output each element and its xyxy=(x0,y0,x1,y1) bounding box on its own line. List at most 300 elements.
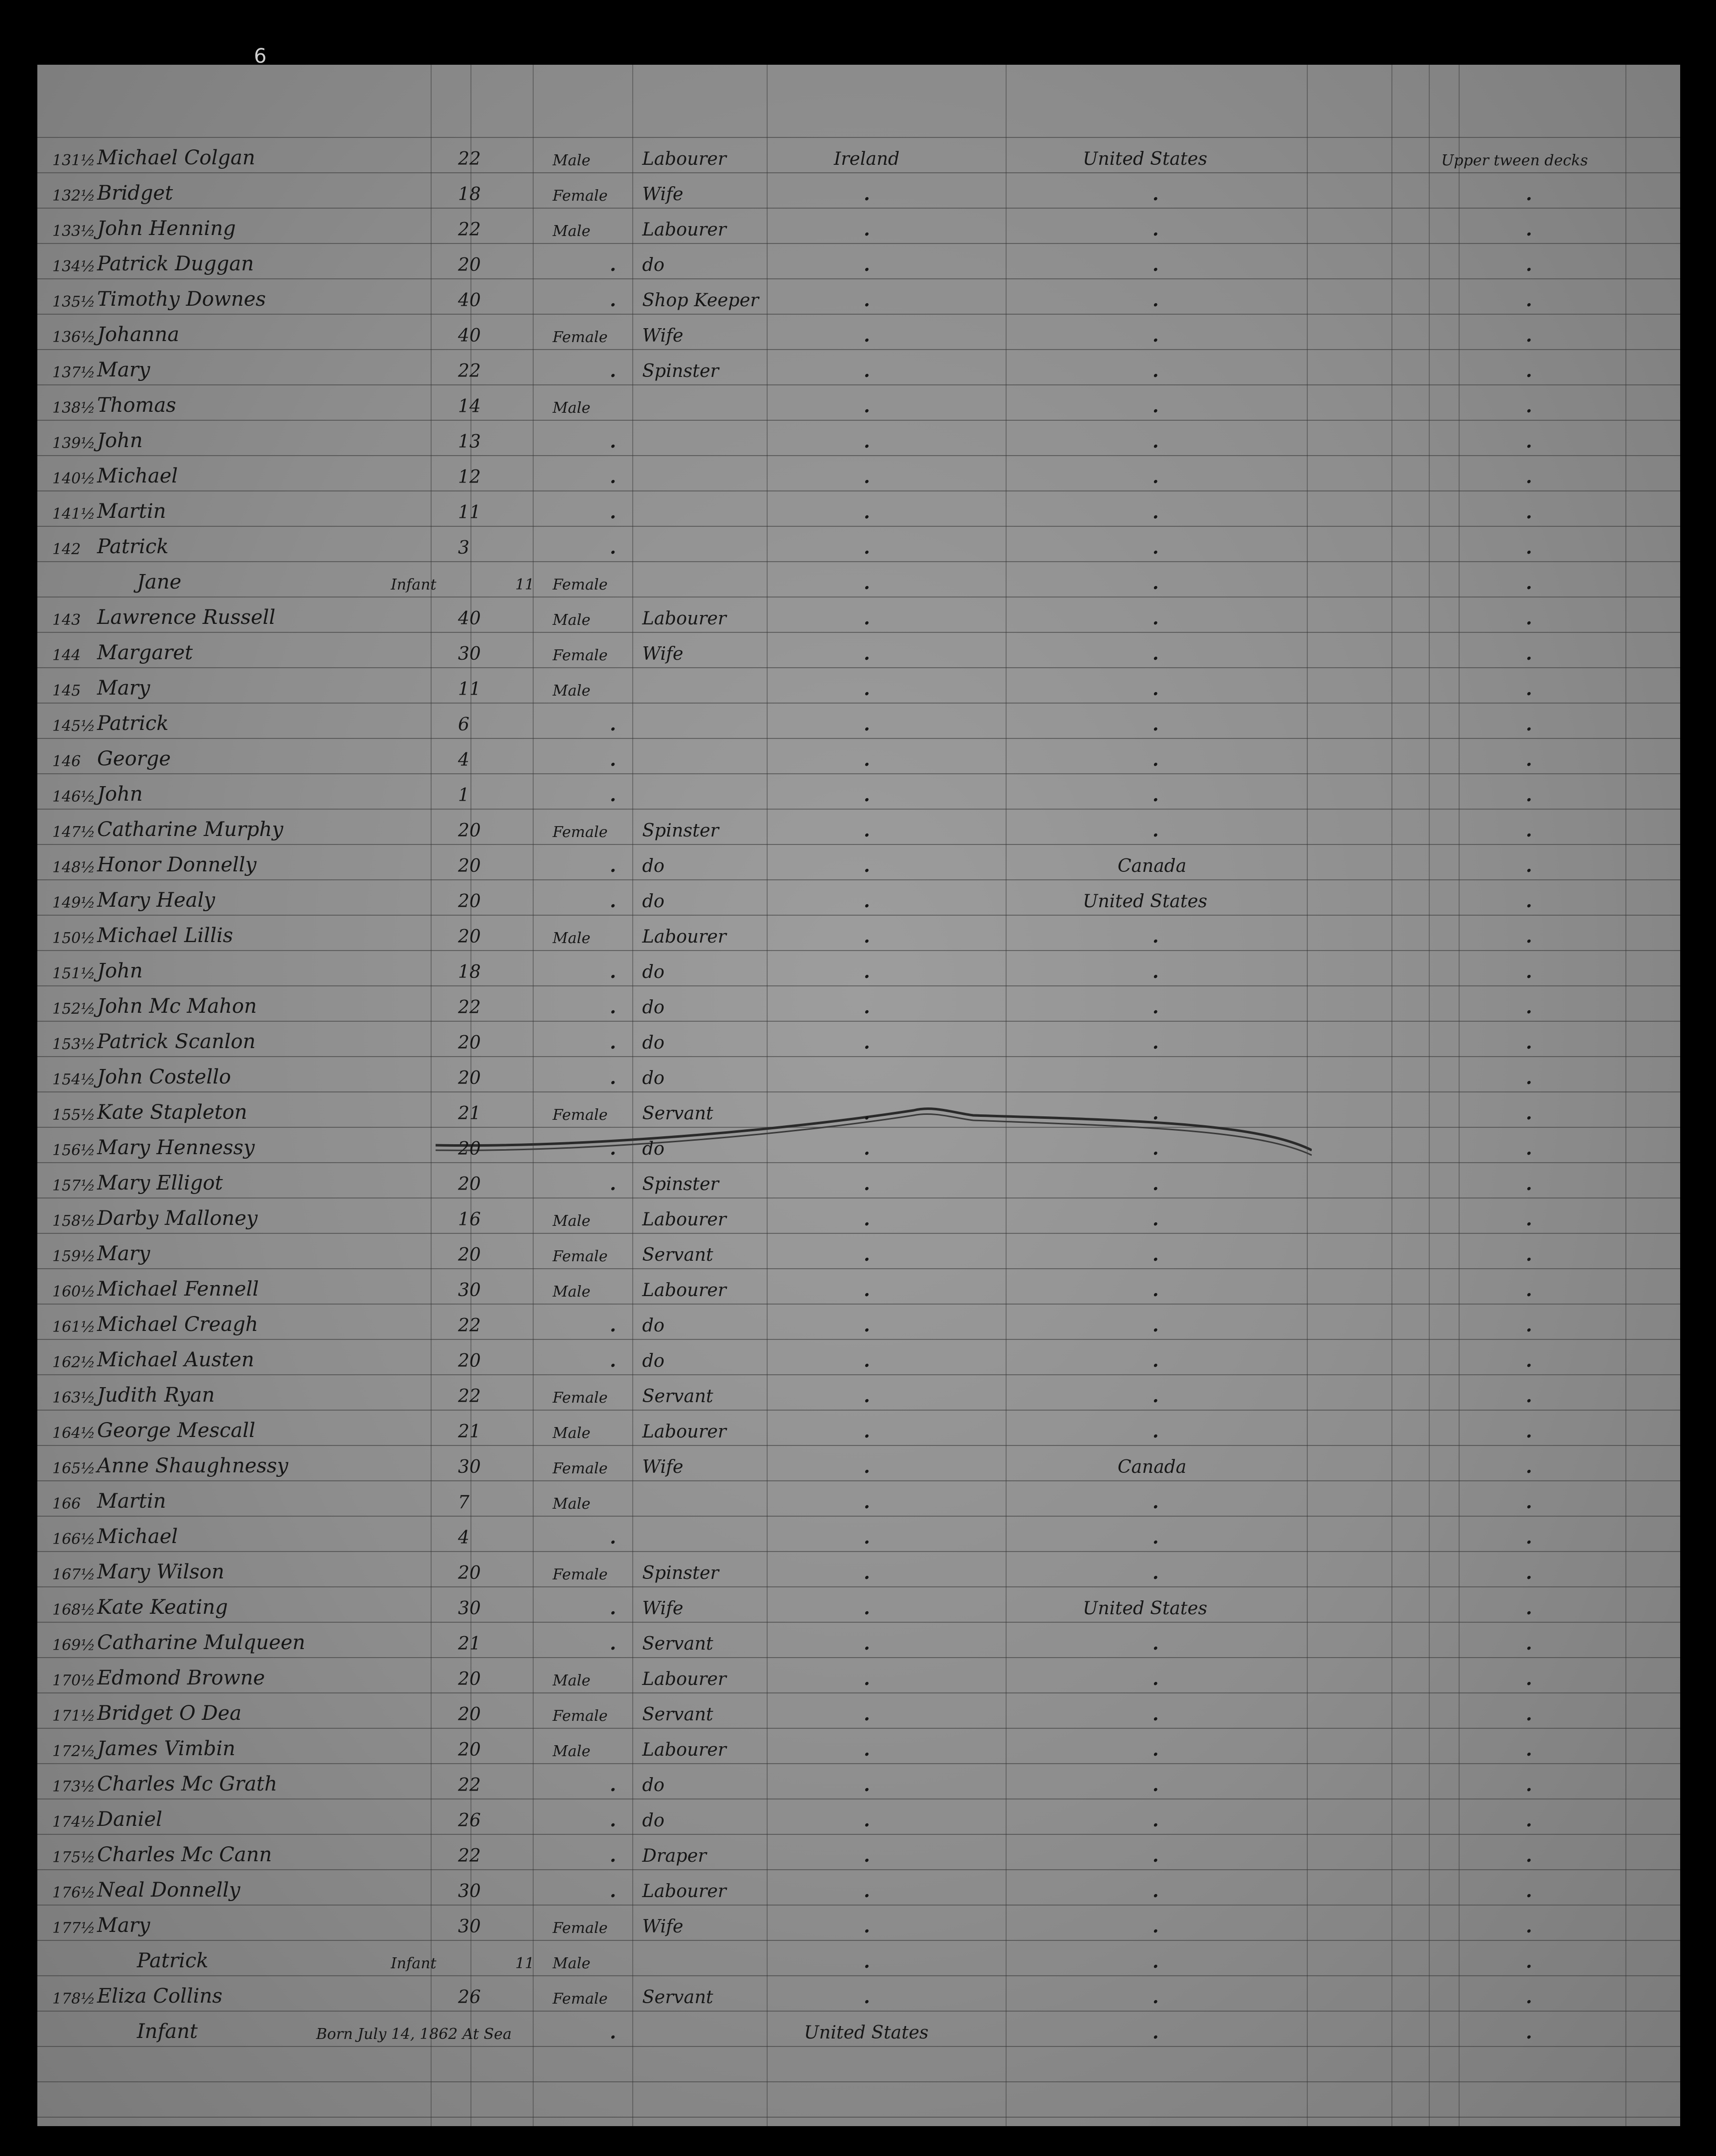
age: 22 xyxy=(458,220,481,240)
occupation: Labourer xyxy=(642,1669,726,1689)
destination: . xyxy=(1152,608,1159,629)
destination: . xyxy=(1152,785,1159,806)
table-row xyxy=(37,172,1680,208)
destination: . xyxy=(1152,1244,1159,1265)
sex: Male xyxy=(553,1283,590,1301)
age: 20 xyxy=(458,1704,481,1725)
country: . xyxy=(864,254,870,275)
sex: . xyxy=(610,1032,616,1053)
sex: . xyxy=(610,360,616,381)
passenger-name: Michael Creagh xyxy=(97,1313,258,1336)
age: 18 xyxy=(458,184,481,205)
accommodation: . xyxy=(1526,1810,1532,1831)
accommodation: . xyxy=(1526,1916,1532,1937)
country: . xyxy=(864,1527,870,1548)
age: 22 xyxy=(458,1316,481,1336)
age: 18 xyxy=(458,962,481,982)
age: 14 xyxy=(458,396,481,417)
sex: Male xyxy=(553,1955,590,1972)
entry-number: 146 xyxy=(52,753,81,770)
passenger-name: Bridget O Dea xyxy=(97,1702,242,1725)
accommodation: . xyxy=(1526,184,1532,205)
destination: . xyxy=(1152,396,1159,417)
destination: . xyxy=(1152,926,1159,947)
occupation: Servant xyxy=(642,1987,713,2008)
sex: . xyxy=(610,961,616,982)
destination: United States xyxy=(1083,1598,1208,1619)
age: 20 xyxy=(458,891,481,912)
destination: Canada xyxy=(1118,856,1187,876)
passenger-name: Lawrence Russell xyxy=(97,606,276,629)
passenger-name: Patrick Scanlon xyxy=(97,1030,256,1053)
age: 12 xyxy=(458,467,481,487)
passenger-name: Patrick xyxy=(137,1949,209,1972)
country: . xyxy=(864,219,870,240)
table-row xyxy=(37,243,1680,278)
age: 30 xyxy=(458,1598,481,1619)
accommodation: . xyxy=(1526,855,1532,876)
table-row xyxy=(37,738,1680,773)
table-row xyxy=(37,1091,1680,1127)
country: . xyxy=(864,573,870,594)
passenger-name: Neal Donnelly xyxy=(97,1879,240,1902)
sex: . xyxy=(610,467,616,487)
destination: . xyxy=(1152,1315,1159,1336)
passenger-name: John Mc Mahon xyxy=(97,995,257,1018)
accommodation: . xyxy=(1526,1775,1532,1796)
passenger-name: John xyxy=(97,429,143,452)
entry-number: 156½ xyxy=(52,1142,96,1159)
accommodation: . xyxy=(1526,749,1532,770)
passenger-name: Michael xyxy=(97,465,178,487)
passenger-name: Thomas xyxy=(97,394,176,417)
age: 22 xyxy=(458,149,481,169)
country: . xyxy=(864,1032,870,1053)
table-row xyxy=(37,1198,1680,1233)
destination: . xyxy=(1152,1492,1159,1513)
infant-note: Born July 14, 1862 At Sea xyxy=(316,2026,512,2043)
table-row xyxy=(37,1692,1680,1728)
table-row xyxy=(37,314,1680,349)
accommodation: . xyxy=(1526,1350,1532,1371)
country: . xyxy=(864,537,870,558)
age: 21 xyxy=(458,1422,481,1442)
destination: . xyxy=(1152,431,1159,452)
occupation: do xyxy=(642,1810,665,1831)
ruled-line xyxy=(37,2081,1680,2082)
destination: . xyxy=(1152,1810,1159,1831)
entry-number: 169½ xyxy=(52,1637,96,1654)
accommodation: . xyxy=(1526,396,1532,417)
table-row xyxy=(37,278,1680,314)
occupation: Wife xyxy=(642,644,684,664)
occupation: Labourer xyxy=(642,1881,726,1902)
table-row xyxy=(37,1445,1680,1480)
country: . xyxy=(864,1810,870,1831)
entry-number: 174½ xyxy=(52,1813,96,1831)
age: 22 xyxy=(458,1386,481,1407)
accommodation: . xyxy=(1526,502,1532,523)
table-row xyxy=(37,1056,1680,1091)
occupation: do xyxy=(642,1316,665,1336)
passenger-name: John Costello xyxy=(97,1066,231,1088)
entry-number: 159½ xyxy=(52,1248,96,1265)
passenger-name: Michael Fennell xyxy=(97,1278,259,1301)
country: . xyxy=(864,1492,870,1513)
destination: . xyxy=(1152,1916,1159,1937)
sex: . xyxy=(610,855,616,876)
table-row xyxy=(37,526,1680,561)
accommodation: . xyxy=(1526,961,1532,982)
destination: . xyxy=(1152,820,1159,841)
accommodation: . xyxy=(1526,1209,1532,1230)
destination: . xyxy=(1152,1633,1159,1654)
ruled-line xyxy=(37,2117,1680,2118)
passenger-name: George xyxy=(97,747,171,770)
entry-number: 153½ xyxy=(52,1036,96,1053)
table-row xyxy=(37,1834,1680,1869)
entry-number: 154½ xyxy=(52,1071,96,1088)
accommodation: . xyxy=(1526,537,1532,558)
country: . xyxy=(864,1350,870,1371)
table-row xyxy=(37,490,1680,526)
table-row xyxy=(37,349,1680,384)
entry-number: 157½ xyxy=(52,1177,96,1195)
infant-age: 11 xyxy=(515,1955,535,1972)
country: . xyxy=(864,1669,870,1689)
sex: Female xyxy=(553,187,608,205)
accommodation: . xyxy=(1526,679,1532,700)
sex: . xyxy=(610,1068,616,1088)
table-row xyxy=(37,1622,1680,1657)
sex: Female xyxy=(553,1389,608,1407)
destination: . xyxy=(1152,1386,1159,1407)
entry-number: 141½ xyxy=(52,505,96,523)
entry-number: 139½ xyxy=(52,435,96,452)
age: 21 xyxy=(458,1634,481,1654)
entry-number: 170½ xyxy=(52,1672,96,1689)
accommodation: . xyxy=(1526,1704,1532,1725)
passenger-name: Mary Hennessy xyxy=(97,1136,255,1159)
accommodation: . xyxy=(1526,643,1532,664)
passenger-name: Martin xyxy=(97,500,166,523)
table-row xyxy=(37,1586,1680,1622)
occupation: Draper xyxy=(642,1846,707,1866)
age: 40 xyxy=(458,608,481,629)
occupation: do xyxy=(642,255,665,275)
country: . xyxy=(864,1598,870,1619)
passenger-name: Kate Stapleton xyxy=(97,1101,247,1124)
sex: . xyxy=(610,714,616,735)
occupation: Spinster xyxy=(642,361,719,381)
passenger-name: Daniel xyxy=(97,1808,162,1831)
age: 7 xyxy=(458,1492,469,1513)
occupation: do xyxy=(642,997,665,1018)
sex: . xyxy=(610,1845,616,1866)
destination: . xyxy=(1152,1562,1159,1583)
table-row xyxy=(37,809,1680,844)
passenger-name: John Henning xyxy=(97,217,236,240)
accommodation: . xyxy=(1526,1598,1532,1619)
entry-number: 152½ xyxy=(52,1000,96,1018)
table-row xyxy=(37,208,1680,243)
age: 1 xyxy=(458,785,469,806)
occupation: Labourer xyxy=(642,608,726,629)
entry-number: 161½ xyxy=(52,1318,96,1336)
destination: . xyxy=(1152,1209,1159,1230)
sex: Female xyxy=(553,1460,608,1477)
passenger-name: Charles Mc Grath xyxy=(97,1773,277,1796)
passenger-name: Anne Shaughnessy xyxy=(97,1454,289,1477)
sex: . xyxy=(610,431,616,452)
accommodation: . xyxy=(1526,254,1532,275)
age: 26 xyxy=(458,1987,481,2008)
entry-number: 148½ xyxy=(52,859,96,876)
sex: Female xyxy=(553,1106,608,1124)
age: 22 xyxy=(458,1775,481,1796)
accommodation: . xyxy=(1526,431,1532,452)
occupation: Wife xyxy=(642,326,684,346)
age: 22 xyxy=(458,997,481,1018)
table-row xyxy=(37,844,1680,879)
sex: . xyxy=(610,1810,616,1831)
entry-number: 143 xyxy=(52,611,81,629)
age: 11 xyxy=(458,502,481,523)
passenger-name: James Vimbin xyxy=(97,1737,235,1760)
passenger-name: Charles Mc Cann xyxy=(97,1843,272,1866)
country: . xyxy=(864,1209,870,1230)
passenger-name: Bridget xyxy=(97,182,173,205)
destination: . xyxy=(1152,997,1159,1018)
infant-age: 11 xyxy=(515,576,535,594)
passenger-name: Margaret xyxy=(97,641,193,664)
destination: . xyxy=(1152,1775,1159,1796)
country: . xyxy=(864,431,870,452)
sex: . xyxy=(610,1633,616,1654)
table-row xyxy=(37,1233,1680,1268)
occupation: Labourer xyxy=(642,1209,726,1230)
passenger-name: Catharine Mulqueen xyxy=(97,1631,306,1654)
entry-number: 167½ xyxy=(52,1566,96,1583)
age: 13 xyxy=(458,432,481,452)
sex: . xyxy=(610,1174,616,1195)
sex: . xyxy=(610,749,616,770)
sex: Female xyxy=(553,1707,608,1725)
sex: Female xyxy=(553,647,608,664)
destination: . xyxy=(1152,290,1159,311)
age: 20 xyxy=(458,255,481,275)
occupation: Spinster xyxy=(642,1563,719,1583)
occupation: Servant xyxy=(642,1245,713,1265)
age: 30 xyxy=(458,1881,481,1902)
country: . xyxy=(864,184,870,205)
entry-number: 166½ xyxy=(52,1531,96,1548)
destination: . xyxy=(1152,714,1159,735)
destination: . xyxy=(1152,2022,1159,2043)
occupation: Servant xyxy=(642,1634,713,1654)
sex: Female xyxy=(553,1990,608,2008)
entry-number: 166 xyxy=(52,1495,81,1513)
country: . xyxy=(864,1562,870,1583)
sex: Female xyxy=(553,824,608,841)
accommodation: . xyxy=(1526,1669,1532,1689)
entry-number: 135½ xyxy=(52,293,96,311)
entry-number: 138½ xyxy=(52,399,96,417)
destination: . xyxy=(1152,254,1159,275)
destination: . xyxy=(1152,1280,1159,1301)
passenger-name: Patrick xyxy=(97,535,169,558)
age: 4 xyxy=(458,750,469,770)
table-row xyxy=(37,455,1680,490)
destination: United States xyxy=(1083,891,1208,912)
entry-number: 149½ xyxy=(52,894,96,912)
country: . xyxy=(864,1103,870,1124)
destination: . xyxy=(1152,1527,1159,1548)
destination: . xyxy=(1152,1138,1159,1159)
passenger-name: Patrick xyxy=(97,712,169,735)
destination: . xyxy=(1152,360,1159,381)
destination: . xyxy=(1152,184,1159,205)
entry-number: 177½ xyxy=(52,1919,96,1937)
country: . xyxy=(864,1244,870,1265)
sex: . xyxy=(610,1598,616,1619)
sex: Male xyxy=(553,1425,590,1442)
destination: . xyxy=(1152,1739,1159,1760)
country: . xyxy=(864,785,870,806)
country: . xyxy=(864,1881,870,1902)
entry-number: 155½ xyxy=(52,1106,96,1124)
country: . xyxy=(864,1775,870,1796)
entry-number: 163½ xyxy=(52,1389,96,1407)
table-row xyxy=(37,2011,1680,2046)
country: . xyxy=(864,643,870,664)
table-row xyxy=(37,1304,1680,1339)
occupation: Labourer xyxy=(642,149,726,169)
accommodation: . xyxy=(1526,573,1532,594)
destination: . xyxy=(1152,1032,1159,1053)
sex: Female xyxy=(553,1248,608,1265)
country: . xyxy=(864,608,870,629)
country: Ireland xyxy=(834,149,900,169)
passenger-name: Jane xyxy=(137,571,182,594)
accommodation: . xyxy=(1526,1951,1532,1972)
passenger-name: Timothy Downes xyxy=(97,288,266,311)
occupation: Servant xyxy=(642,1103,713,1124)
entry-number: 168½ xyxy=(52,1601,96,1619)
table-row xyxy=(37,1374,1680,1410)
occupation: Shop Keeper xyxy=(642,290,759,311)
entry-number: 134½ xyxy=(52,258,96,275)
destination: United States xyxy=(1083,149,1208,169)
passenger-name: Kate Keating xyxy=(97,1596,228,1619)
table-row xyxy=(37,773,1680,809)
entry-number: 147½ xyxy=(52,824,96,841)
accommodation: . xyxy=(1526,1032,1532,1053)
age: 26 xyxy=(458,1810,481,1831)
sex: Male xyxy=(553,223,590,240)
country: . xyxy=(864,679,870,700)
table-row xyxy=(37,1268,1680,1304)
country: . xyxy=(864,467,870,487)
passenger-name: Michael Lillis xyxy=(97,924,233,947)
occupation: do xyxy=(642,1351,665,1371)
table-row xyxy=(37,1905,1680,1940)
table-row xyxy=(37,420,1680,455)
destination: . xyxy=(1152,1103,1159,1124)
corner-mark: 6 xyxy=(254,45,267,68)
country: . xyxy=(864,855,870,876)
destination: . xyxy=(1152,749,1159,770)
entry-number: 172½ xyxy=(52,1743,96,1760)
sex: Female xyxy=(553,1566,608,1583)
occupation: Spinster xyxy=(642,821,719,841)
country: . xyxy=(864,1845,870,1866)
accommodation: . xyxy=(1526,926,1532,947)
destination: . xyxy=(1152,1951,1159,1972)
sex: . xyxy=(610,290,616,311)
table-row xyxy=(37,561,1680,597)
sex: Male xyxy=(553,611,590,629)
country: . xyxy=(864,1633,870,1654)
country: . xyxy=(864,360,870,381)
country: . xyxy=(864,1174,870,1195)
accommodation: . xyxy=(1526,1174,1532,1195)
entry-number: 173½ xyxy=(52,1778,96,1796)
sex: Male xyxy=(553,399,590,417)
table-row xyxy=(37,1798,1680,1834)
occupation: do xyxy=(642,962,665,982)
accommodation: . xyxy=(1526,608,1532,629)
accommodation: . xyxy=(1526,1562,1532,1583)
entry-number: 146½ xyxy=(52,788,96,806)
entry-number: 150½ xyxy=(52,930,96,947)
entry-number: 144 xyxy=(52,647,81,664)
sex: . xyxy=(610,997,616,1018)
country: . xyxy=(864,1951,870,1972)
age: 16 xyxy=(458,1209,481,1230)
age: 20 xyxy=(458,1174,481,1195)
occupation: Wife xyxy=(642,1916,684,1937)
table-row xyxy=(37,1763,1680,1798)
entry-number: 164½ xyxy=(52,1425,96,1442)
destination: . xyxy=(1152,1845,1159,1866)
accommodation: . xyxy=(1526,997,1532,1018)
sex: Male xyxy=(553,1672,590,1689)
entry-number: 133½ xyxy=(52,223,96,240)
country: . xyxy=(864,1138,870,1159)
occupation: Wife xyxy=(642,184,684,205)
passenger-name: Michael xyxy=(97,1525,178,1548)
passenger-name: John xyxy=(97,783,143,806)
destination: . xyxy=(1152,643,1159,664)
country: . xyxy=(864,1386,870,1407)
infant-note: Infant xyxy=(391,576,437,594)
entry-number: 176½ xyxy=(52,1884,96,1902)
table-row xyxy=(37,632,1680,667)
table-row xyxy=(37,985,1680,1021)
age: 4 xyxy=(458,1528,469,1548)
table-row xyxy=(37,1940,1680,1975)
accommodation: . xyxy=(1526,1244,1532,1265)
accommodation: . xyxy=(1526,1421,1532,1442)
accommodation: . xyxy=(1526,1739,1532,1760)
passenger-name: Mary Wilson xyxy=(97,1560,225,1583)
age: 20 xyxy=(458,1740,481,1760)
destination: . xyxy=(1152,1421,1159,1442)
sex: . xyxy=(610,502,616,523)
occupation: Wife xyxy=(642,1598,684,1619)
country: . xyxy=(864,1456,870,1477)
